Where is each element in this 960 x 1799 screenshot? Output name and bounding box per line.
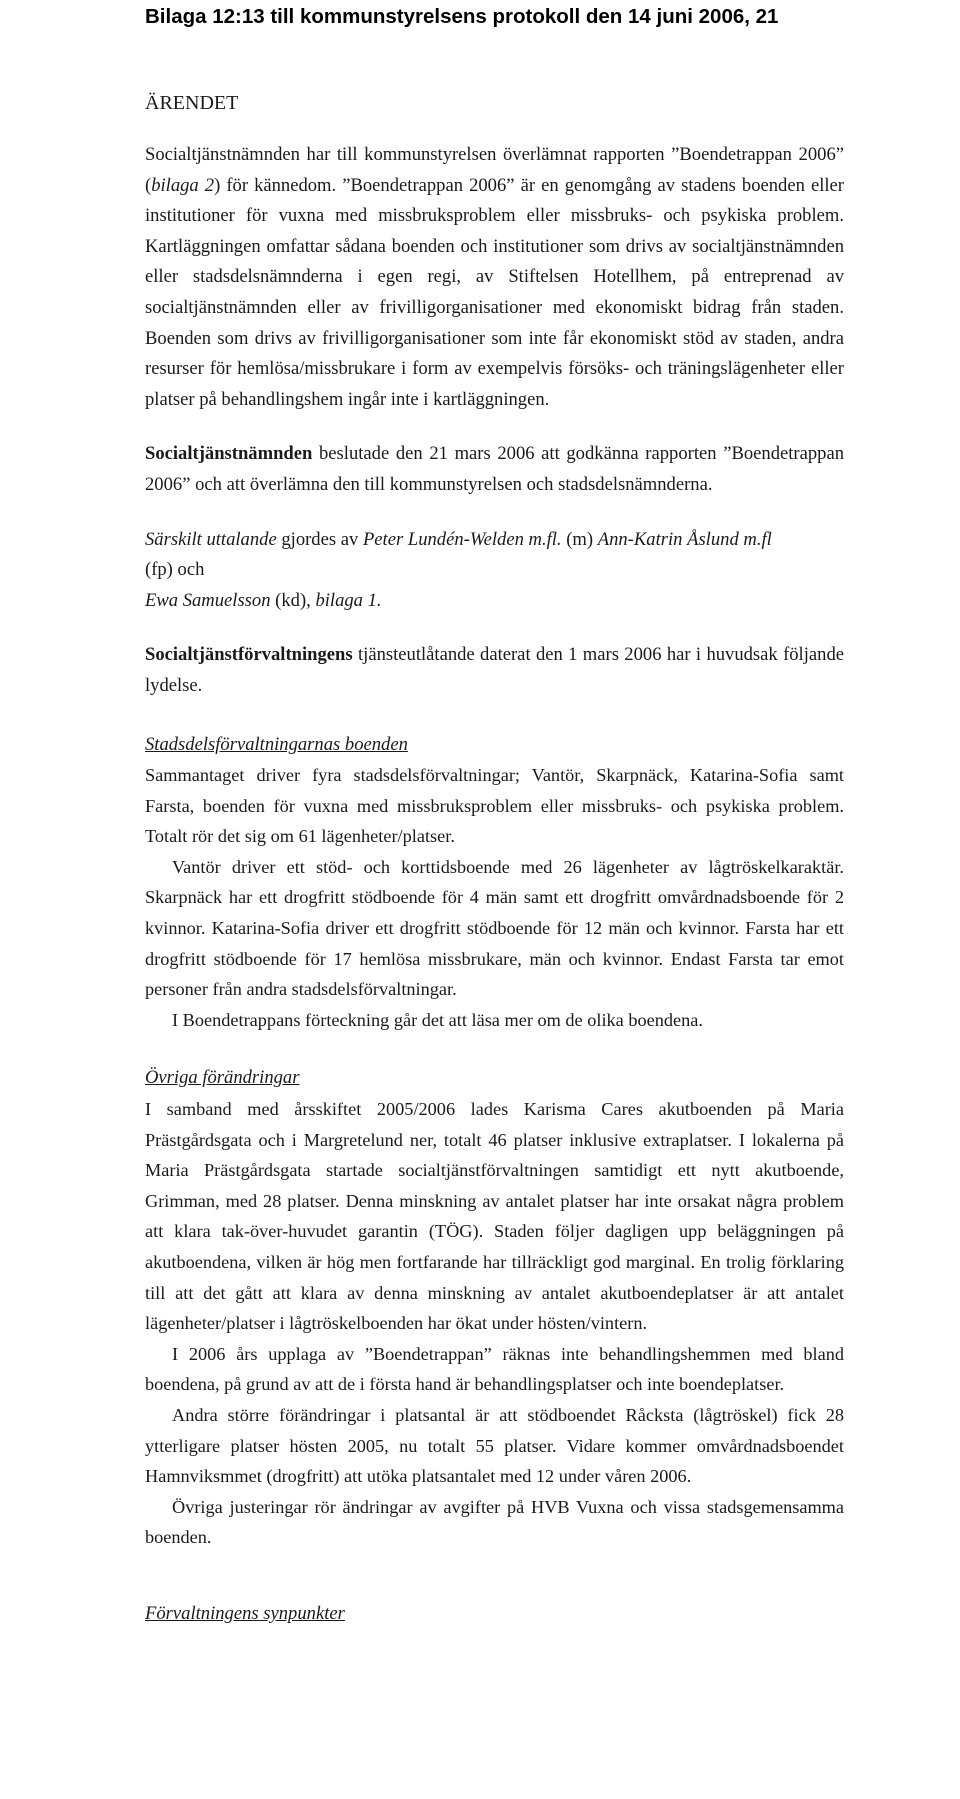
statement-person-2: Ann-Katrin Åslund m.fl xyxy=(597,528,772,550)
section-ovriga-para-4: Övriga justeringar rör ändringar av avgifter på HVB Vuxna och vissa stadsgemensamma boenden. xyxy=(145,1496,844,1548)
paragraph-intro xyxy=(145,140,844,415)
paragraph-intro-text-a: Socialtjänstnämnden har till kommunstyrelsen överlämnat rapporten ”Boendetrappan 2006” ( xyxy=(145,144,844,196)
section-label-arendet: ÄRENDET xyxy=(145,92,239,114)
section-stadsdel-body xyxy=(145,760,844,1035)
section-ovriga-para-3: Andra större förändringar i platsantal är att stödboendet Råcksta (lågtröskel) fick 28 ytterligare platser hösten 2005, nu totalt 55 platser. Vidare kommer omvårdnadsboendet Hamnviksmmet (drogfritt) att utöka platsantalet med 12 under våren 2006. xyxy=(145,1404,844,1487)
paragraph-special-statement xyxy=(145,525,844,617)
section-stadsdel-para-1: Sammantaget driver fyra stadsdelsförvaltningar; Vantör, Skarpnäck, Katarina-Sofia samt Farsta, boenden för vuxna med missbruksproblem eller missbruks- och psykiska problem. Totalt rör det sig om 61 lägenheter/platser. xyxy=(145,765,844,847)
section-ovriga-body xyxy=(145,1094,844,1553)
statement-party-3: (kd), xyxy=(270,589,316,611)
section-ovriga-para-2: I 2006 års upplaga av ”Boendetrappan” räknas inte behandlingshemmen med bland boendena, på grund av att de i första hand är behandlingsplatser och inte boendeplatser. xyxy=(145,1343,844,1395)
statement-text: gjordes av xyxy=(276,528,363,550)
section-stadsdel-para-2: Vantör driver ett stöd- och korttidsboende med 26 lägenheter av lågtröskelkaraktär. Skarpnäck har ett drogfritt stödboende för 4 män samt ett drogfritt omvårdnadsboende för 2 kvinnor. Katarina-Sofia driver ett drogfritt stödboende för 12 män och kvinnor. Farsta har ett drogfritt stödboende för 17 hemlösa missbrukare, män och kvinnor. Endast Farsta tar emot personer från andra stadsdelsförvaltningar. xyxy=(145,856,844,1000)
statement-subject: Socialtjänstförvaltningens xyxy=(145,644,353,666)
bilaga-1-reference: bilaga 1. xyxy=(315,589,382,611)
statement-party-2: (fp) och xyxy=(145,559,205,581)
bilaga-2-reference: bilaga 2 xyxy=(151,174,215,196)
paragraph-intro-text-c: ) för kännedom. ”Boendetrappan 2006” är en genomgång av stadens boenden eller institutioner för vuxna med missbruksproblem eller missbruks- och psykiska problem. Kartläggningen omfattar sådana boenden och institutioner som drivs av socialtjänstnämnden eller stadsdelsnämnderna i egen regi, av Stiftelsen Hotellhem, på entreprenad av socialtjänstnämnden eller av frivilligorganisationer med ekonomiskt bidrag från staden. Boenden som drivs av frivilligorganisationer som inte får ekonomiskt stöd av staden, andra resurser för hemlösa/missbrukare i form av exempelvis försöks- och träningslägenheter eller platser på behandlingshem ingår inte i kartläggningen. xyxy=(145,174,844,410)
statement-person-1: Peter Lundén-Welden m.fl. xyxy=(362,528,562,550)
heading-ovriga-forandringar: Övriga förändringar xyxy=(145,1067,300,1089)
statement-party-1: (m) xyxy=(561,528,598,550)
decision-text: beslutade den 21 mars 2006 att godkänna rapporten ”Boendetrappan 2006” och att överlämna den till kommunstyrelsen och stadsdelsnämnderna. xyxy=(145,443,844,495)
decision-subject: Socialtjänstnämnden xyxy=(145,443,313,465)
heading-forvaltningens-synpunkter: Förvaltningens synpunkter xyxy=(145,1602,345,1624)
heading-stadsdelsforvaltningarnas-boenden: Stadsdelsförvaltningarnas boenden xyxy=(145,733,408,755)
statement-person-3: Ewa Samuelsson xyxy=(145,589,271,611)
document-header: Bilaga 12:13 till kommunstyrelsens protokoll den 14 juni 2006, 21 xyxy=(145,5,779,28)
paragraph-statement xyxy=(145,640,844,701)
section-ovriga-para-1: I samband med årsskiftet 2005/2006 lades Karisma Cares akutboenden på Maria Prästgårdsgata och i Margretelund ner, totalt 46 platser inklusive extraplatser. I lokalerna på Maria Prästgårdsgata startade socialtjänstförvaltningen samtidigt ett nytt akutboende, Grimman, med 28 platser. Denna minskning av antalet platser har inte orsakat några problem att klara tak-över-huvudet garantin (TÖG). Staden följer dagligen upp beläggningen på akutboendena, vilken är hög men fortfarande har tillräckligt god marginal. En trolig förklaring till att det gått att klara av denna minskning av antalet akutboendeplatser är att antalet lägenheter/platser i lågtröskelboenden har ökat under hösten/vintern. xyxy=(145,1099,844,1334)
special-statement-label: Särskilt uttalande xyxy=(145,528,277,550)
section-stadsdel-para-3: I Boendetrappans förteckning går det att läsa mer om de olika boendena. xyxy=(172,1009,703,1030)
paragraph-decision xyxy=(145,439,844,500)
statement-rest: tjänsteutlåtande daterat den 1 mars 2006 har i huvudsak följande lydelse. xyxy=(145,644,844,696)
